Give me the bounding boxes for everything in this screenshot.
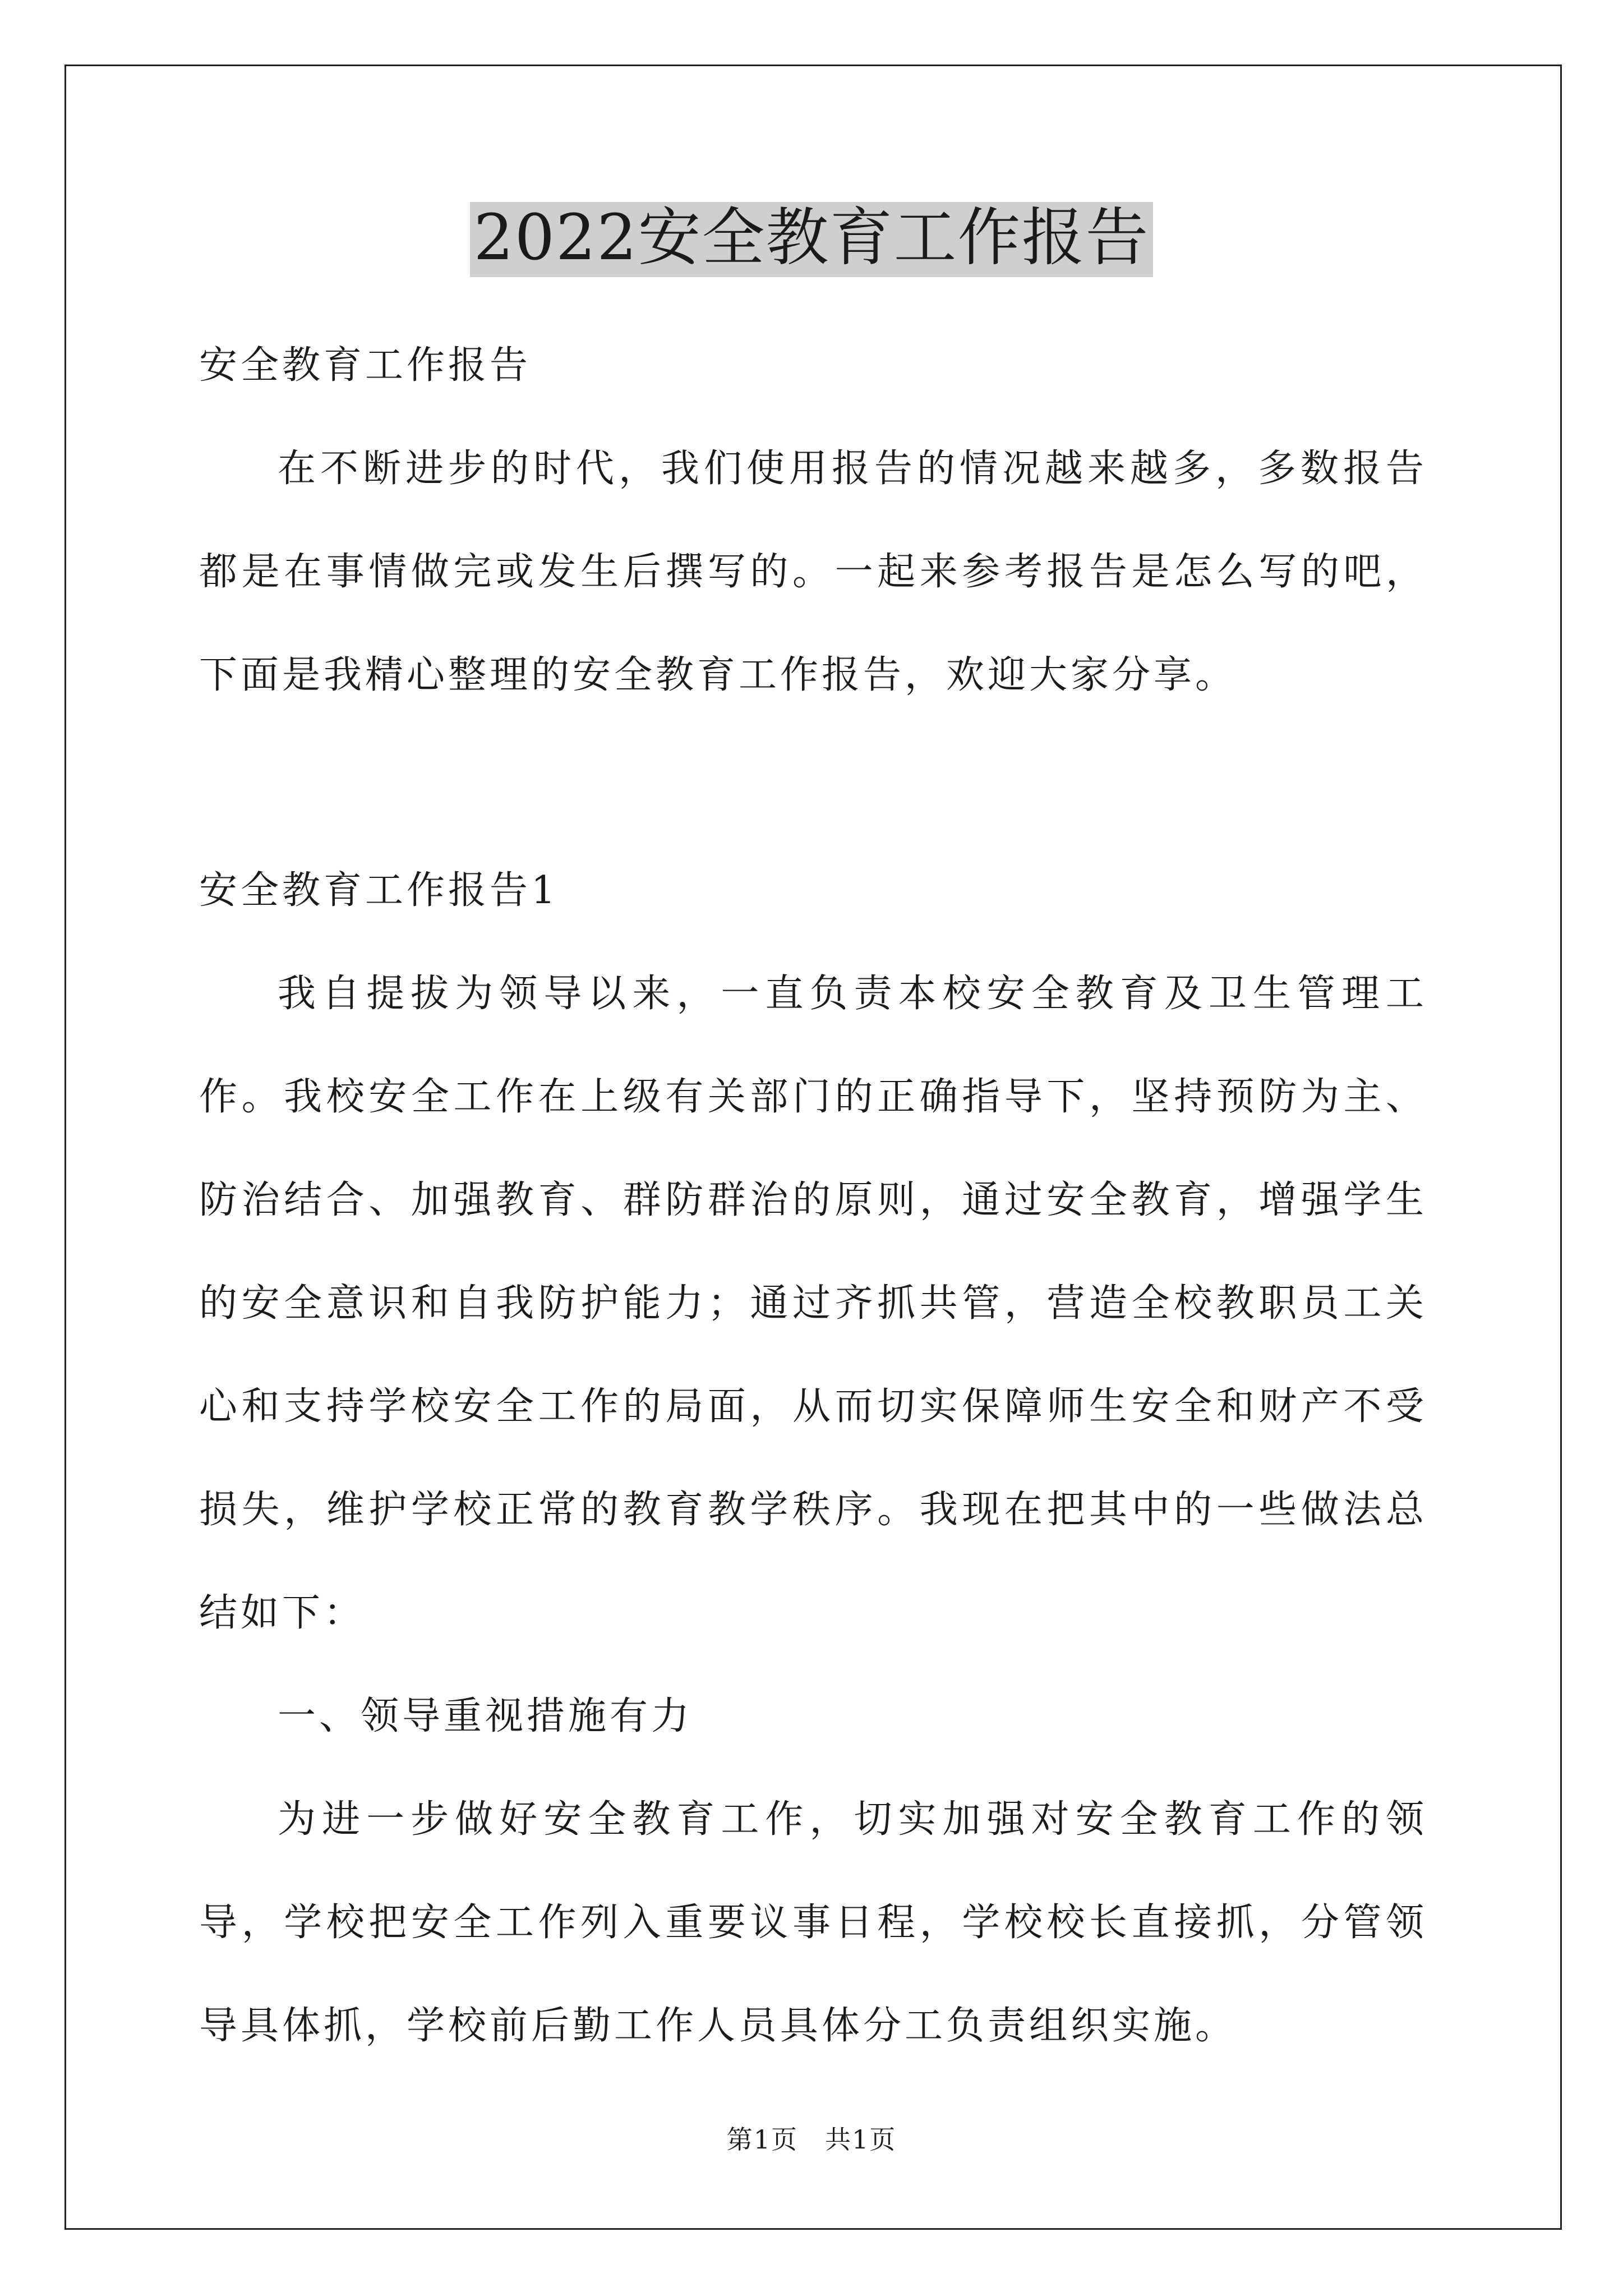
body-paragraph: 为进一步做好安全教育工作，切实加强对安全教育工作的领导，学校把安全工作列入重要议事日程，学校校长直接抓，分管领导具体抓，学校前后勤工作人员具体分工负责组织实施。	[199, 1797, 1427, 2048]
section-heading: 安全教育工作报告1	[199, 868, 559, 913]
section-gap	[199, 727, 1427, 839]
document-title: 2022安全教育工作报告	[470, 202, 1152, 277]
page-footer: 第1页 共1页	[726, 2124, 897, 2155]
intro-heading: 安全教育工作报告	[199, 343, 532, 388]
document-body	[199, 314, 1427, 2078]
subsection-heading: 一、领导重视措施有力	[278, 1694, 693, 1738]
document-title-wrap	[0, 202, 1623, 277]
intro-paragraph: 在不断进步的时代，我们使用报告的情况越来越多，多数报告都是在事情做完或发生后撰写的。一起来参考报告是怎么写的吧，下面是我精心整理的安全教育工作报告，欢迎大家分享。	[199, 447, 1427, 697]
body-paragraph: 我自提拔为领导以来，一直负责本校安全教育及卫生管理工作。我校安全工作在上级有关部门的正确指导下，坚持预防为主、防治结合、加强教育、群防群治的原则，通过安全教育，增强学生的安全意识和自我防护能力；通过齐抓共管，营造全校教职员工关心和支持学校安全工作的局面，从而切实保障师生安全和财产不受损失，维护学校正常的教育教学秩序。我现在把其中的一些做法总结如下：	[199, 972, 1427, 1635]
